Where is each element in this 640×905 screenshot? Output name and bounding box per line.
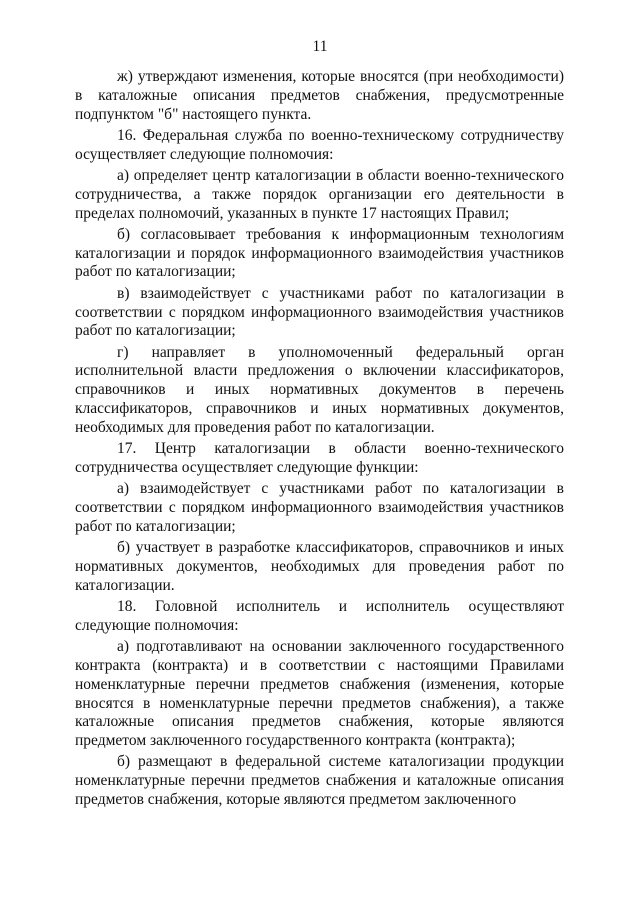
paragraph-18a: а) подготавливают на основании заключенного государственного контракта (контракта) и в соответствии с настоящими Правилами номенклатурные перечни предметов снабжения (изменения, которые вносятся в номенклатурные перечни предметов снабжения), а также каталожные описания предметов снабжения, которые являются предметом заключенного государственного контракта (контракта); bbox=[75, 638, 564, 750]
paragraph-17a: а) взаимодействует с участниками работ по каталогизации в соответствии с порядком информационного взаимодействия участников работ по каталогизации; bbox=[75, 480, 564, 535]
page-number: 11 bbox=[312, 38, 328, 55]
document-body bbox=[75, 68, 564, 812]
paragraph-18: 18. Головной исполнитель и исполнитель осуществляют следующие полномочия: bbox=[75, 598, 564, 634]
paragraph-16: 16. Федеральная служба по военно-техническому сотрудничеству осуществляет следующие полномочия: bbox=[75, 126, 564, 163]
paragraph-17b: б) участвует в разработке классификаторов, справочников и иных нормативных документов, необходимых для проведения работ по каталогизации. bbox=[75, 539, 564, 594]
paragraph-16a: а) определяет центр каталогизации в области военно-технического сотрудничества, а также порядок организации его деятельности в пределах полномочий, указанных в пункте 17 настоящих Правил; bbox=[75, 166, 564, 222]
paragraph-17: 17. Центр каталогизации в области военно-технического сотрудничества осуществляет следующие функции: bbox=[75, 440, 564, 476]
paragraph-15zh: ж) утверждают изменения, которые вносятся (при необходимости) в каталожные описания предметов снабжения, предусмотренные подпунктом "б" настоящего пункта. bbox=[75, 68, 564, 123]
paragraph-16b: б) согласовывает требования к информационным технологиям каталогизации и порядок информационного взаимодействия участников работ по каталогизации; bbox=[75, 225, 564, 281]
paragraph-18b: б) размещают в федеральной системе каталогизации продукции номенклатурные перечни предметов снабжения и каталожные описания предметов снабжения, которые являются предметом заключенного bbox=[75, 753, 564, 808]
paragraph-16v: в) взаимодействует с участниками работ по каталогизации в соответствии с порядком информационного взаимодействия участников работ по каталогизации; bbox=[75, 284, 564, 340]
paragraph-16g: г) направляет в уполномоченный федеральный орган исполнительной власти предложения о включении классификаторов, справочников и иных нормативных документов в перечень классификаторов, справочников и иных нормативных документов, необходимых для проведения работ по каталогизации. bbox=[75, 343, 564, 436]
